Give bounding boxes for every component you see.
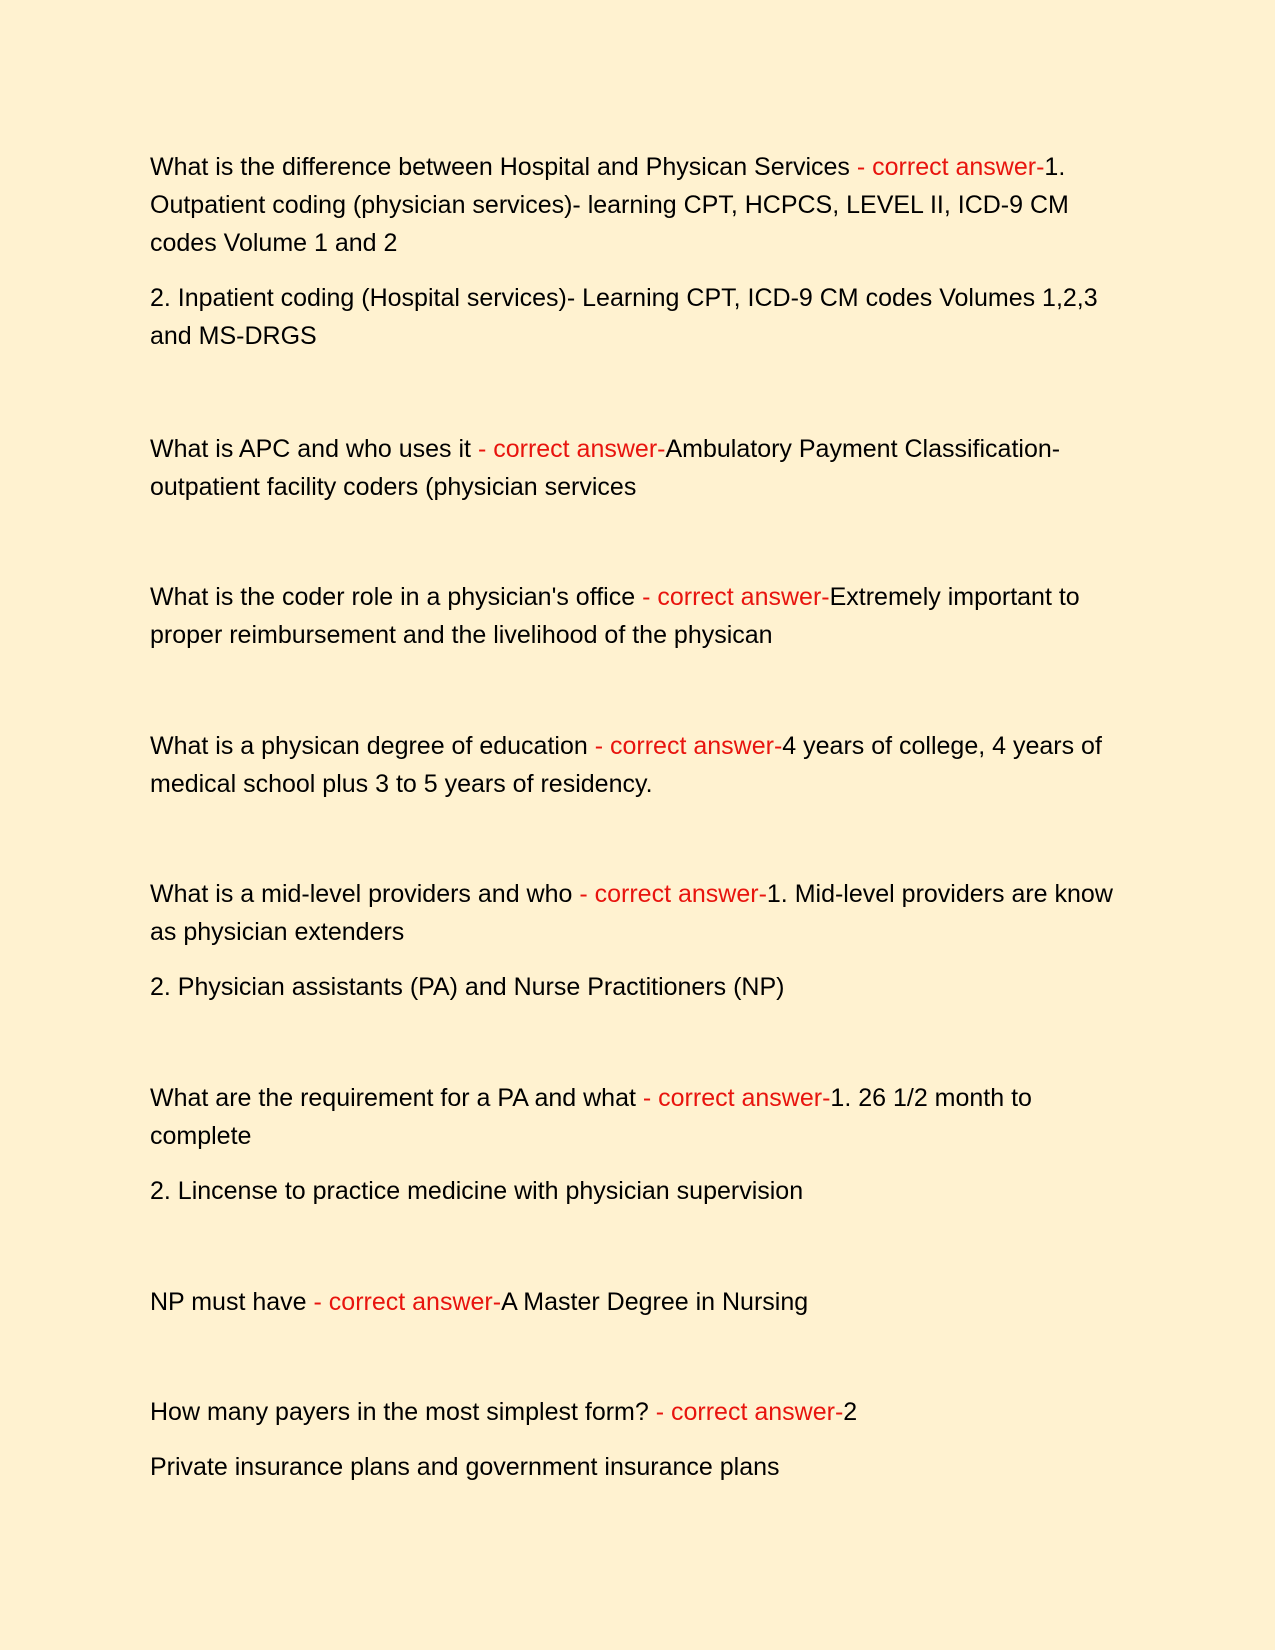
question-text: What is the difference between Hospital and Physican Services [150, 153, 850, 181]
answer-text: 2 [843, 1398, 858, 1426]
answer-continuation: 2. Lincense to practice medicine with physician supervision [150, 1177, 804, 1205]
correct-answer-marker: - correct answer- [579, 880, 767, 908]
answer-text: 1. Outpatient coding (physician services)- learning CPT, HCPCS, LEVEL II, ICD-9 CM codes Volume 1 and 2 [150, 153, 1069, 257]
qa-item-np-requirements [150, 1283, 1135, 1321]
correct-answer-marker: - correct answer- [655, 1398, 844, 1426]
answer-continuation: 2. Physician assistants (PA) and Nurse Practitioners (NP) [150, 973, 785, 1001]
correct-answer-marker: - correct answer- [313, 1288, 502, 1316]
correct-answer-marker: - correct answer- [642, 583, 830, 611]
question-text: What is a physican degree of education [150, 732, 588, 760]
question-text: What is APC and who uses it [150, 435, 471, 463]
answer-text: 1. 26 1/2 month to complete [150, 1084, 1032, 1150]
qa-item-physician-education [150, 727, 1135, 803]
answer-text: 4 years of college, 4 years of medical school plus 3 to 5 years of residency. [150, 732, 1102, 798]
qa-item-pa-requirements [150, 1079, 1135, 1210]
qa-item-apc [150, 430, 1135, 506]
answer-text: Ambulatory Payment Classification- outpatient facility coders (physician services [150, 435, 1061, 501]
correct-answer-marker: - correct answer- [477, 435, 666, 463]
qa-question-line [150, 1283, 1135, 1321]
correct-answer-marker: - correct answer- [642, 1084, 831, 1112]
answer-text: Extremely important to proper reimbursement and the livelihood of the physican [150, 583, 1080, 649]
qa-question-line [150, 578, 1135, 654]
answer-continuation: Private insurance plans and government insurance plans [150, 1453, 780, 1481]
question-text: What is the coder role in a physician's office [150, 583, 636, 611]
qa-question-line [150, 148, 1135, 262]
qa-question-line [150, 875, 1135, 951]
correct-answer-marker: - correct answer- [856, 153, 1045, 181]
qa-question-line [150, 1393, 1135, 1431]
answer-text: A Master Degree in Nursing [501, 1288, 809, 1316]
qa-item-coder-role [150, 578, 1135, 654]
qa-item-mid-level-providers [150, 875, 1135, 1006]
answer-continuation: 2. Inpatient coding (Hospital services)- Learning CPT, ICD-9 CM codes Volumes 1,2,3 and MS-DRGS [150, 284, 1098, 350]
answer-text: 1. Mid-level providers are know as physician extenders [150, 880, 1113, 946]
qa-item-payers [150, 1393, 1135, 1486]
question-text: What are the requirement for a PA and what [150, 1084, 636, 1112]
qa-question-line [150, 430, 1135, 506]
correct-answer-marker: - correct answer- [594, 732, 783, 760]
qa-item-hospital-vs-physician [150, 148, 1135, 355]
qa-question-line [150, 727, 1135, 803]
qa-question-line [150, 1079, 1135, 1155]
question-text: NP must have [150, 1288, 307, 1316]
question-text: How many payers in the most simplest form? [150, 1398, 649, 1426]
question-text: What is a mid-level providers and who [150, 880, 573, 908]
